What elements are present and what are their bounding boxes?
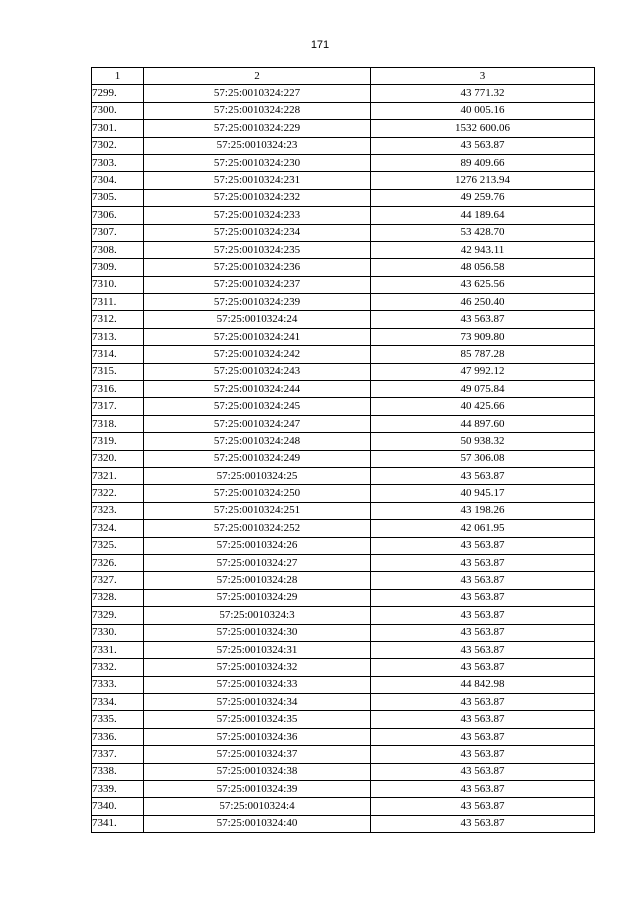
value-cell: 43 563.87 (371, 763, 595, 780)
table-row (92, 189, 595, 206)
row-number-cell: 7314. (92, 346, 144, 363)
cadastral-number-cell: 57:25:0010324:245 (144, 398, 371, 415)
value-cell: 85 787.28 (371, 346, 595, 363)
row-number-cell: 7329. (92, 607, 144, 624)
table-row (92, 641, 595, 658)
cadastral-number-cell: 57:25:0010324:233 (144, 207, 371, 224)
column-header-2: 2 (144, 68, 371, 85)
table-row (92, 502, 595, 519)
cadastral-number-cell: 57:25:0010324:249 (144, 450, 371, 467)
row-number-cell: 7331. (92, 641, 144, 658)
table-row (92, 363, 595, 380)
value-cell: 43 563.87 (371, 572, 595, 589)
row-number-cell: 7304. (92, 172, 144, 189)
row-number-cell: 7310. (92, 276, 144, 293)
row-number-cell: 7305. (92, 189, 144, 206)
row-number-cell: 7326. (92, 554, 144, 571)
table-row (92, 294, 595, 311)
value-cell: 43 563.87 (371, 641, 595, 658)
cadastral-number-cell: 57:25:0010324:244 (144, 381, 371, 398)
value-cell: 42 943.11 (371, 241, 595, 258)
cadastral-number-cell: 57:25:0010324:231 (144, 172, 371, 189)
value-cell: 43 563.87 (371, 728, 595, 745)
row-number-cell: 7316. (92, 381, 144, 398)
value-cell: 44 897.60 (371, 415, 595, 432)
row-number-cell: 7335. (92, 711, 144, 728)
row-number-cell: 7341. (92, 815, 144, 832)
value-cell: 73 909.80 (371, 328, 595, 345)
value-cell: 43 563.87 (371, 815, 595, 832)
cadastral-number-cell: 57:25:0010324:30 (144, 624, 371, 641)
table-row (92, 485, 595, 502)
value-cell: 43 625.56 (371, 276, 595, 293)
table-row (92, 137, 595, 154)
table-row (92, 589, 595, 606)
value-cell: 43 563.87 (371, 589, 595, 606)
value-cell: 43 563.87 (371, 311, 595, 328)
row-number-cell: 7339. (92, 781, 144, 798)
cadastral-number-cell: 57:25:0010324:227 (144, 85, 371, 102)
value-cell: 43 563.87 (371, 798, 595, 815)
value-cell: 57 306.08 (371, 450, 595, 467)
row-number-cell: 7299. (92, 85, 144, 102)
row-number-cell: 7303. (92, 154, 144, 171)
table-row (92, 467, 595, 484)
row-number-cell: 7340. (92, 798, 144, 815)
cadastral-number-cell: 57:25:0010324:27 (144, 554, 371, 571)
cadastral-number-cell: 57:25:0010324:33 (144, 676, 371, 693)
cadastral-number-cell: 57:25:0010324:235 (144, 241, 371, 258)
value-cell: 40 425.66 (371, 398, 595, 415)
table-row (92, 711, 595, 728)
value-cell: 40 005.16 (371, 102, 595, 119)
row-number-cell: 7337. (92, 746, 144, 763)
table-row (92, 259, 595, 276)
cadastral-number-cell: 57:25:0010324:32 (144, 659, 371, 676)
table-row (92, 381, 595, 398)
table-row (92, 537, 595, 554)
cadastral-number-cell: 57:25:0010324:239 (144, 294, 371, 311)
row-number-cell: 7318. (92, 415, 144, 432)
table-row (92, 311, 595, 328)
row-number-cell: 7330. (92, 624, 144, 641)
row-number-cell: 7336. (92, 728, 144, 745)
cadastral-number-cell: 57:25:0010324:248 (144, 433, 371, 450)
table-row (92, 172, 595, 189)
cadastral-number-cell: 57:25:0010324:237 (144, 276, 371, 293)
cadastral-number-cell: 57:25:0010324:251 (144, 502, 371, 519)
value-cell: 53 428.70 (371, 224, 595, 241)
value-cell: 43 563.87 (371, 781, 595, 798)
value-cell: 89 409.66 (371, 154, 595, 171)
value-cell: 43 563.87 (371, 537, 595, 554)
row-number-cell: 7323. (92, 502, 144, 519)
row-number-cell: 7320. (92, 450, 144, 467)
value-cell: 46 250.40 (371, 294, 595, 311)
column-header-3: 3 (371, 68, 595, 85)
value-cell: 50 938.32 (371, 433, 595, 450)
table-row (92, 763, 595, 780)
cadastral-number-cell: 57:25:0010324:250 (144, 485, 371, 502)
cadastral-number-cell: 57:25:0010324:36 (144, 728, 371, 745)
row-number-cell: 7312. (92, 311, 144, 328)
cadastral-number-cell: 57:25:0010324:242 (144, 346, 371, 363)
table-row (92, 554, 595, 571)
row-number-cell: 7332. (92, 659, 144, 676)
table-row (92, 415, 595, 432)
table-body (92, 68, 595, 833)
row-number-cell: 7313. (92, 328, 144, 345)
cadastral-number-cell: 57:25:0010324:241 (144, 328, 371, 345)
row-number-cell: 7317. (92, 398, 144, 415)
value-cell: 1532 600.06 (371, 120, 595, 137)
table-header-row (92, 68, 595, 85)
row-number-cell: 7311. (92, 294, 144, 311)
table-row (92, 781, 595, 798)
table-row (92, 694, 595, 711)
table-row (92, 276, 595, 293)
value-cell: 49 075.84 (371, 381, 595, 398)
row-number-cell: 7309. (92, 259, 144, 276)
table-row (92, 450, 595, 467)
cadastral-number-cell: 57:25:0010324:4 (144, 798, 371, 815)
table-row (92, 798, 595, 815)
page-number: 171 (310, 39, 330, 51)
cadastral-number-cell: 57:25:0010324:38 (144, 763, 371, 780)
value-cell: 43 771.32 (371, 85, 595, 102)
table-row (92, 607, 595, 624)
row-number-cell: 7338. (92, 763, 144, 780)
table-row (92, 102, 595, 119)
cadastral-number-cell: 57:25:0010324:39 (144, 781, 371, 798)
value-cell: 44 842.98 (371, 676, 595, 693)
table-row (92, 346, 595, 363)
value-cell: 43 563.87 (371, 624, 595, 641)
row-number-cell: 7301. (92, 120, 144, 137)
row-number-cell: 7302. (92, 137, 144, 154)
row-number-cell: 7322. (92, 485, 144, 502)
table-row (92, 624, 595, 641)
cadastral-number-cell: 57:25:0010324:29 (144, 589, 371, 606)
cadastral-number-cell: 57:25:0010324:35 (144, 711, 371, 728)
cadastral-number-cell: 57:25:0010324:31 (144, 641, 371, 658)
row-number-cell: 7327. (92, 572, 144, 589)
table-row (92, 154, 595, 171)
table-row (92, 728, 595, 745)
value-cell: 44 189.64 (371, 207, 595, 224)
cadastral-number-cell: 57:25:0010324:28 (144, 572, 371, 589)
cadastral-number-cell: 57:25:0010324:40 (144, 815, 371, 832)
column-header-1: 1 (92, 68, 144, 85)
table-row (92, 746, 595, 763)
value-cell: 40 945.17 (371, 485, 595, 502)
table-row (92, 676, 595, 693)
value-cell: 43 563.87 (371, 659, 595, 676)
table-row (92, 398, 595, 415)
cadastral-value-table (91, 67, 595, 833)
value-cell: 43 563.87 (371, 746, 595, 763)
cadastral-number-cell: 57:25:0010324:230 (144, 154, 371, 171)
table-row (92, 120, 595, 137)
cadastral-number-cell: 57:25:0010324:34 (144, 694, 371, 711)
cadastral-number-cell: 57:25:0010324:228 (144, 102, 371, 119)
table-row (92, 224, 595, 241)
value-cell: 49 259.76 (371, 189, 595, 206)
value-cell: 43 563.87 (371, 467, 595, 484)
cadastral-number-cell: 57:25:0010324:3 (144, 607, 371, 624)
row-number-cell: 7325. (92, 537, 144, 554)
table-row (92, 433, 595, 450)
value-cell: 1276 213.94 (371, 172, 595, 189)
table-row (92, 572, 595, 589)
cadastral-number-cell: 57:25:0010324:24 (144, 311, 371, 328)
row-number-cell: 7333. (92, 676, 144, 693)
value-cell: 43 563.87 (371, 694, 595, 711)
cadastral-number-cell: 57:25:0010324:243 (144, 363, 371, 380)
table-row (92, 207, 595, 224)
cadastral-number-cell: 57:25:0010324:23 (144, 137, 371, 154)
row-number-cell: 7307. (92, 224, 144, 241)
table-row (92, 328, 595, 345)
row-number-cell: 7334. (92, 694, 144, 711)
cadastral-number-cell: 57:25:0010324:25 (144, 467, 371, 484)
value-cell: 47 992.12 (371, 363, 595, 380)
row-number-cell: 7315. (92, 363, 144, 380)
row-number-cell: 7321. (92, 467, 144, 484)
row-number-cell: 7328. (92, 589, 144, 606)
value-cell: 43 563.87 (371, 137, 595, 154)
value-cell: 43 198.26 (371, 502, 595, 519)
row-number-cell: 7300. (92, 102, 144, 119)
row-number-cell: 7308. (92, 241, 144, 258)
table-row (92, 241, 595, 258)
cadastral-number-cell: 57:25:0010324:229 (144, 120, 371, 137)
value-cell: 42 061.95 (371, 520, 595, 537)
value-cell: 43 563.87 (371, 711, 595, 728)
row-number-cell: 7319. (92, 433, 144, 450)
value-cell: 43 563.87 (371, 607, 595, 624)
cadastral-number-cell: 57:25:0010324:26 (144, 537, 371, 554)
cadastral-number-cell: 57:25:0010324:252 (144, 520, 371, 537)
table-row (92, 85, 595, 102)
row-number-cell: 7324. (92, 520, 144, 537)
value-cell: 43 563.87 (371, 554, 595, 571)
cadastral-number-cell: 57:25:0010324:234 (144, 224, 371, 241)
table-row (92, 659, 595, 676)
cadastral-number-cell: 57:25:0010324:247 (144, 415, 371, 432)
table-row (92, 520, 595, 537)
row-number-cell: 7306. (92, 207, 144, 224)
cadastral-number-cell: 57:25:0010324:232 (144, 189, 371, 206)
cadastral-number-cell: 57:25:0010324:37 (144, 746, 371, 763)
table-row (92, 815, 595, 832)
value-cell: 48 056.58 (371, 259, 595, 276)
cadastral-number-cell: 57:25:0010324:236 (144, 259, 371, 276)
